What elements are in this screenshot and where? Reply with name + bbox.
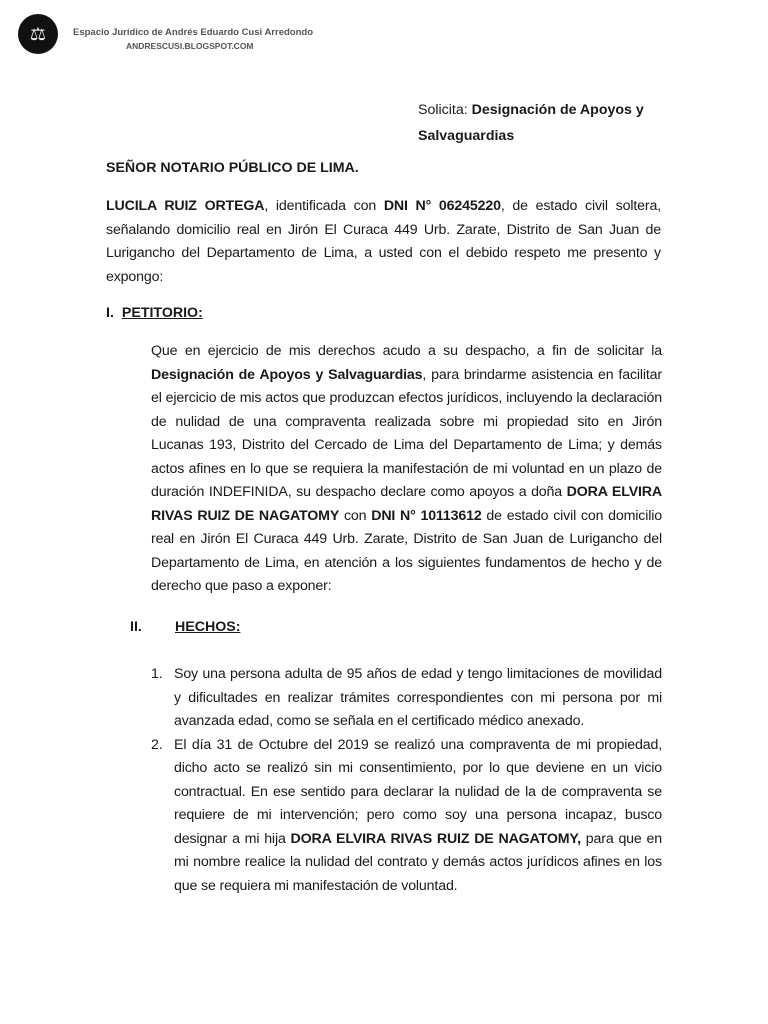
applicant-name: LUCILA RUIZ ORTEGA bbox=[106, 198, 265, 214]
solicita-block bbox=[418, 97, 668, 149]
addressee: SEÑOR NOTARIO PÚBLICO DE LIMA. bbox=[106, 160, 359, 176]
list-item-number: 1. bbox=[151, 666, 163, 682]
section-heading-petitorio bbox=[106, 305, 203, 321]
list-item-number: 2. bbox=[151, 736, 163, 753]
petitorio-paragraph: Que en ejercicio de mis derechos acudo a su despacho, a fin de solicitar la Designación de Apoyos y Salvaguardias, para brindarme asistencia en facilitar el ejercicio de mis actos que produzcan efectos jurídicos, incluyendo la declaración de nulidad de una compraventa realizada sobre mi propiedad sito en Jirón Lucanas 193, Distrito del Cercado de Lima del Departamento de Lima; y demás actos afines en lo que se requiera la manifestación de mi voluntad en un plazo de duración INDEFINIDA, su despacho declare como apoyos a doña DORA ELVIRA RIVAS RUIZ DE NAGATOMY con DNI N° 10113612 de estado civil con domicilio real en Jirón El Curaca 449 Urb. Zarate, Distrito de San Juan de Lurigancho del Departamento de Lima, en atención a los siguientes fundamentos de hecho y de derecho que paso a exponer: bbox=[151, 343, 663, 594]
support-person-dni: DNI N° 10113612 bbox=[371, 507, 482, 524]
header-url: ANDRESCUSI.BLOGSPOT.COM bbox=[126, 41, 254, 51]
intro-paragraph: LUCILA RUIZ ORTEGA, identificada con DNI N° 06245220, de estado civil soltera, señalando domicilio real en Jirón El Curaca 449 Urb. Zarate, Distrito de San Juan de Lurigancho del Departamento de Lima, a usted con el debido respeto me presento y expongo: bbox=[106, 198, 661, 285]
section-numeral: II. bbox=[130, 619, 142, 635]
list-item: 2. El día 31 de Octubre del 2019 se realizó una compraventa de mi propiedad, dicho acto se realizó sin mi consentimiento, por lo que deviene en un vicio contractual. En ese sentido para declarar la nulidad de la de compraventa se requiere de mi intervención; pero como soy una persona incapaz, busco designar a mi hija DORA ELVIRA RIVAS RUIZ DE NAGATOMY, para que en mi nombre realice la nulidad del contrato y demás actos jurídicos afines en los que se requiera mi manifestación de voluntad. bbox=[151, 734, 662, 899]
list-item: 1. Soy una persona adulta de 95 años de edad y tengo limitaciones de movilidad y dificultades en realizar trámites correspondientes con mi persona por mi avanzada edad, como se señala en el certificado médico anexado. bbox=[151, 663, 662, 734]
hechos-list bbox=[151, 663, 662, 898]
section-title: PETITORIO: bbox=[121, 305, 203, 321]
solicita-label: Solicita: bbox=[418, 102, 468, 118]
section-title: HECHOS: bbox=[175, 619, 241, 635]
section-numeral: I. bbox=[106, 305, 114, 321]
support-person-name: DORA ELVIRA RIVAS RUIZ DE NAGATOMY bbox=[151, 484, 662, 524]
applicant-dni: DNI N° 06245220 bbox=[383, 198, 501, 214]
section-heading-hechos bbox=[130, 619, 241, 635]
solicita-subject: Designación de Apoyos y Salvaguardias bbox=[418, 102, 644, 144]
scales-of-justice-icon: ⚖ bbox=[18, 14, 58, 54]
header-title: Espacio Jurídico de Andrés Eduardo Cusi Arredondo bbox=[73, 27, 314, 38]
